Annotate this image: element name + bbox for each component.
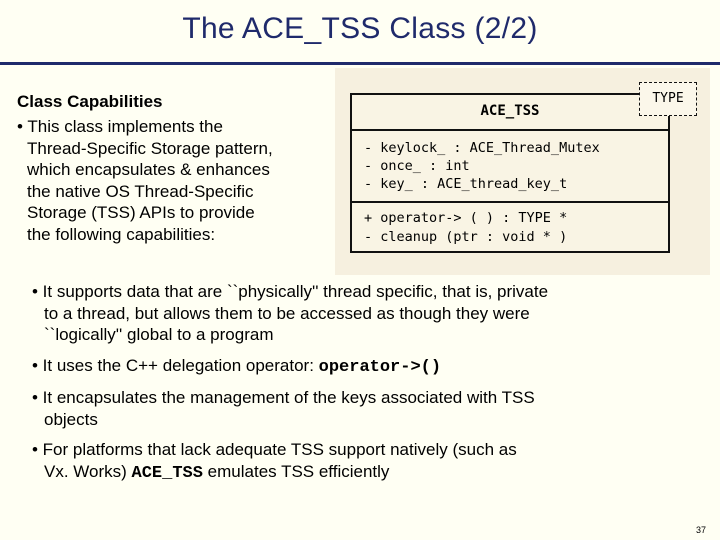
capabilities-heading: Class Capabilities xyxy=(17,92,163,111)
uml-operation: + operator-> ( ) : TYPE * xyxy=(364,210,568,226)
bullet-line xyxy=(32,461,682,485)
bullet-line: • It supports data that are ``physically'' thread specific, that is, private xyxy=(32,282,549,301)
uml-attributes xyxy=(364,139,600,193)
title-bar xyxy=(0,0,720,62)
uml-attribute: - once_ : int xyxy=(364,158,470,174)
slide-title: The ACE_TSS Class (2/2) xyxy=(182,12,538,45)
uml-attribute: - keylock_ : ACE_Thread_Mutex xyxy=(364,140,600,156)
bullet-item xyxy=(32,387,682,430)
capabilities-line: Thread-Specific Storage pattern, xyxy=(27,138,273,158)
page-number: 37 xyxy=(695,525,706,535)
bullet-list xyxy=(32,281,682,493)
bullet-text: • It uses the C++ delegation operator: xyxy=(32,355,319,375)
capabilities-line: which encapsulates & enhances xyxy=(27,160,270,179)
bullet-line: objects xyxy=(44,409,98,429)
code-class-name: ACE_TSS xyxy=(131,463,203,483)
bullet-line: • It encapsulates the management of the keys associated with TSS xyxy=(32,388,535,407)
bullet-item xyxy=(32,281,682,346)
uml-template-parameter: TYPE xyxy=(639,82,697,116)
uml-class-name: ACE_TSS xyxy=(480,103,540,119)
uml-class-box xyxy=(350,93,670,253)
uml-operation: - cleanup (ptr : void * ) xyxy=(364,229,568,245)
capabilities-line: the native OS Thread-Specific xyxy=(27,181,254,201)
bullet-item xyxy=(32,439,682,484)
uml-separator xyxy=(352,129,668,131)
capabilities-line: Storage (TSS) APIs to provide xyxy=(27,203,255,222)
bullet-text: Vx. Works) xyxy=(44,461,132,481)
uml-separator xyxy=(352,201,668,203)
capabilities-line: • This class implements the xyxy=(17,117,223,136)
bullet-item xyxy=(32,355,682,379)
title-rule xyxy=(0,62,720,65)
capabilities-text xyxy=(17,116,337,245)
bullet-line: to a thread, but allows them to be accessed as though they were xyxy=(44,303,530,323)
code-operator: operator->() xyxy=(318,357,442,377)
bullet-line: ``logically'' global to a program xyxy=(44,325,274,344)
capabilities-line: the following capabilities: xyxy=(27,224,216,244)
uml-operations xyxy=(364,209,567,247)
bullet-line xyxy=(32,355,682,379)
uml-attribute: - key_ : ACE_thread_key_t xyxy=(364,176,568,192)
bullet-text: emulates TSS efficiently xyxy=(202,461,390,481)
bullet-line: • For platforms that lack adequate TSS support natively (such as xyxy=(32,440,517,459)
